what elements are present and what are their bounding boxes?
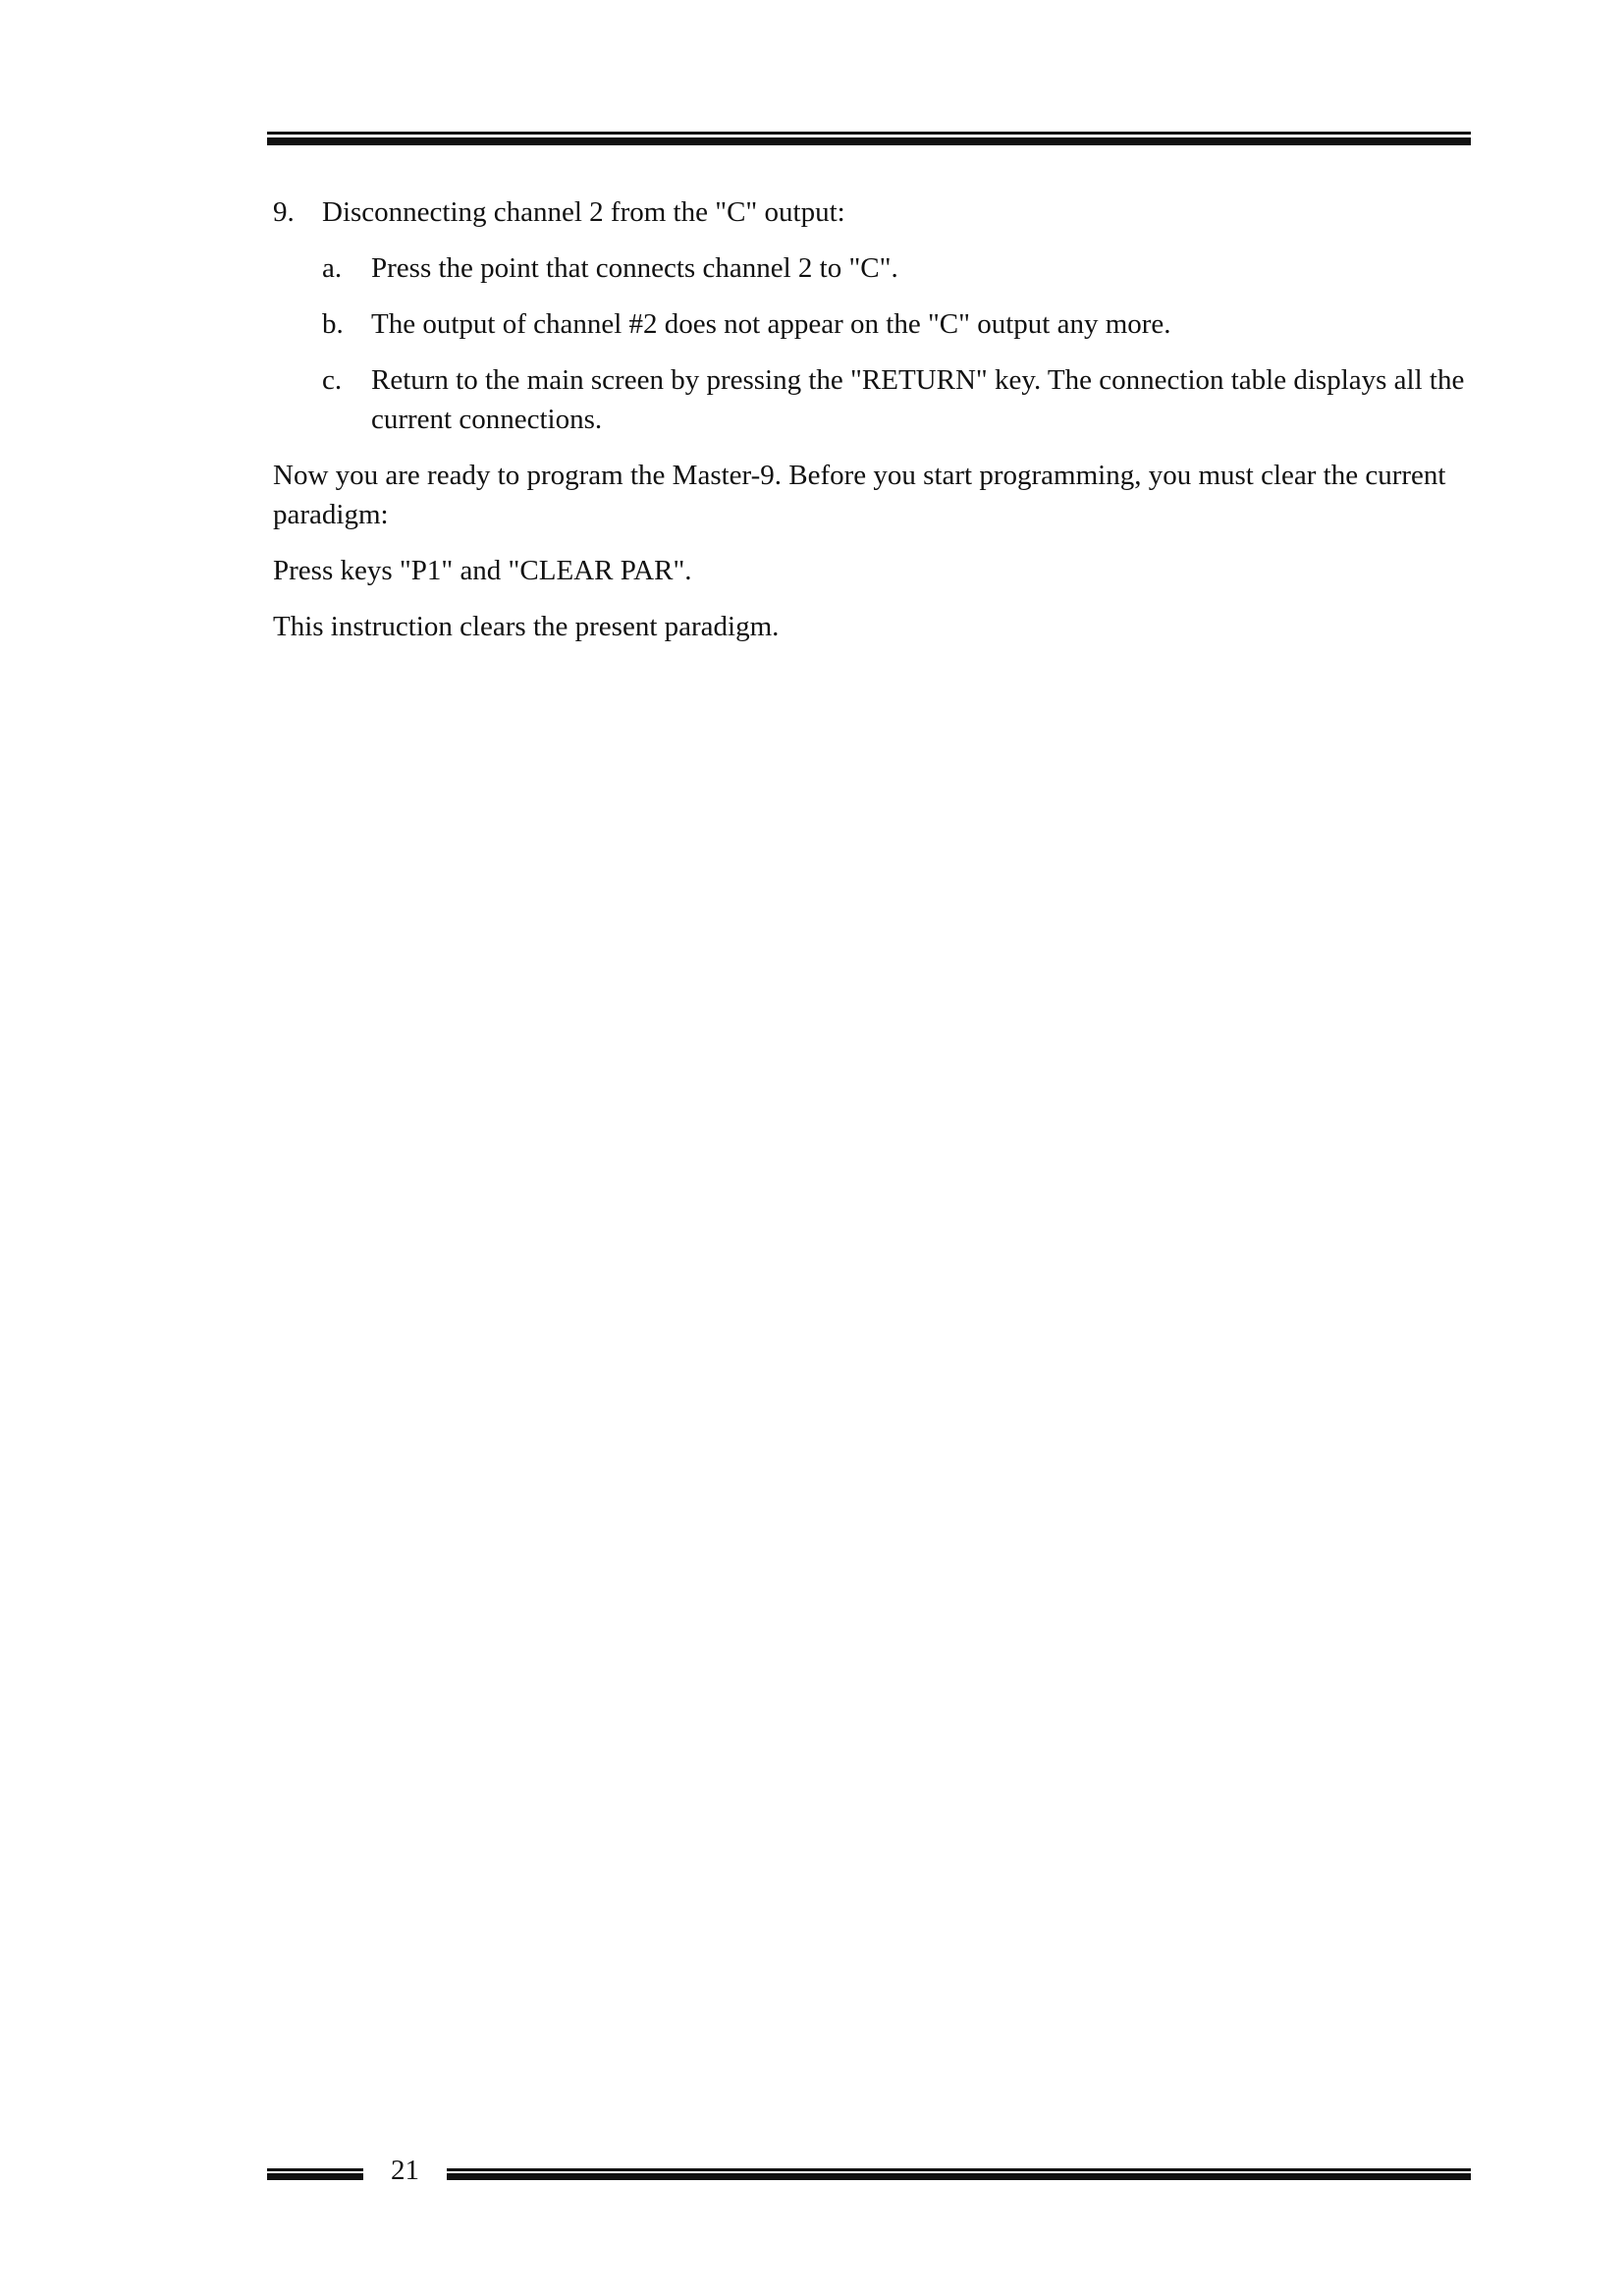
sub-item-a	[322, 248, 1471, 288]
header-rule-thin	[267, 132, 1471, 135]
page-number: 21	[391, 2155, 419, 2186]
header-rule	[267, 132, 1471, 145]
list-item-9	[273, 192, 1471, 232]
footer-rule-right	[447, 2168, 1471, 2180]
paragraph-clears-paradigm: This instruction clears the present paradigm.	[273, 611, 780, 642]
sub-item-b	[322, 304, 1471, 344]
page-footer	[267, 2151, 1471, 2190]
footer-rule-right-thick	[447, 2173, 1471, 2180]
footer-rule-left-thin	[267, 2168, 363, 2171]
sub-item-text: Press the point that connects channel 2 to "C".	[371, 252, 898, 284]
list-item-number: 9.	[273, 196, 295, 228]
sub-item-text: Return to the main screen by pressing the "RETURN" key. The connection table displays all the current connections.	[371, 364, 1465, 435]
paragraph-press-keys: Press keys "P1" and "CLEAR PAR".	[273, 555, 692, 586]
header-rule-thick	[267, 137, 1471, 145]
footer-rule-right-thin	[447, 2168, 1471, 2171]
list-item-text: Disconnecting channel 2 from the "C" output:	[322, 196, 845, 228]
footer-rule-left	[267, 2168, 363, 2180]
sub-item-letter: a.	[322, 252, 343, 284]
sub-item-c	[322, 360, 1471, 439]
sub-item-letter: c.	[322, 364, 343, 396]
paragraph-ready-to-program: Now you are ready to program the Master-9. Before you start programming, you must clear the current paradigm:	[273, 460, 1446, 530]
page-content	[273, 192, 1471, 663]
footer-rule-left-thick	[267, 2173, 363, 2180]
sub-item-letter: b.	[322, 308, 344, 340]
sub-item-text: The output of channel #2 does not appear on the "C" output any more.	[371, 308, 1171, 340]
